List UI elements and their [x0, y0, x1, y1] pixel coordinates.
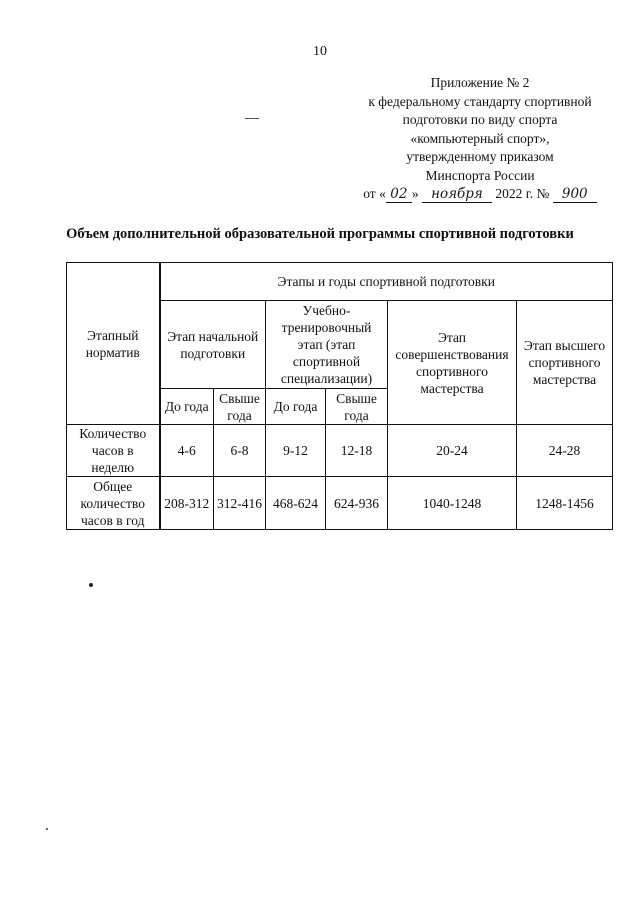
table-cell: 24-28: [517, 425, 613, 477]
table-cell: 6-8: [214, 425, 266, 477]
document-title: Объем дополнительной образовательной программы спортивной подготовки: [66, 226, 574, 242]
appendix-line: подготовки по виду спорта: [402, 112, 558, 127]
row-label: Общее количество часов в год: [67, 477, 160, 530]
table-cell: 12-18: [326, 425, 388, 477]
handwritten-month: ноября: [422, 187, 492, 203]
table-cell: 468-624: [266, 477, 326, 530]
table-cell: 20-24: [388, 425, 517, 477]
appendix-header: [330, 74, 630, 204]
handwritten-day: 02: [386, 187, 412, 203]
stage-header: Этап начальной подготовки: [160, 301, 266, 389]
date-prefix: от «: [363, 186, 386, 201]
handwritten-order-number: 900: [553, 187, 597, 203]
table-cell: 624-936: [326, 477, 388, 530]
dot-mark: [89, 583, 93, 587]
row-label: Количество часов в неделю: [67, 425, 160, 477]
stages-header: Этапы и годы спортивной подготовки: [160, 263, 613, 301]
stage-header: Учебно-тренировочный этап (этап спортивной специализации): [266, 301, 388, 389]
appendix-line: утвержденному приказом: [406, 149, 554, 164]
stray-mark: [245, 118, 259, 119]
year-header: До года: [160, 389, 214, 425]
appendix-line: к федеральному стандарту спортивной: [368, 93, 592, 109]
table-cell: 9-12: [266, 425, 326, 477]
year-header: Свыше года: [326, 389, 388, 425]
page-number: 10: [313, 44, 327, 59]
table-cell: 4-6: [160, 425, 214, 477]
scan-speck: [46, 828, 48, 830]
date-mid: »: [411, 186, 419, 201]
stage-header: Этап совершенствования спортивного мастерства: [388, 301, 517, 425]
table-cell: 1248-1456: [517, 477, 613, 530]
date-year: 2022 г. №: [495, 186, 550, 201]
row-header-cell: Этапный норматив: [67, 263, 160, 425]
appendix-line: Приложение № 2: [430, 75, 530, 90]
order-date-line: [330, 185, 630, 204]
norms-table: [66, 262, 613, 530]
stage-header: Этап высшего спортивного мастерства: [517, 301, 613, 425]
table-cell: 1040-1248: [388, 477, 517, 530]
appendix-line: Минспорта России: [425, 167, 535, 183]
table-cell: 208-312: [160, 477, 214, 530]
table-cell: 312-416: [214, 477, 266, 530]
year-header: До года: [266, 389, 326, 425]
year-header: Свыше года: [214, 389, 266, 425]
appendix-line: «компьютерный спорт»,: [410, 130, 550, 146]
